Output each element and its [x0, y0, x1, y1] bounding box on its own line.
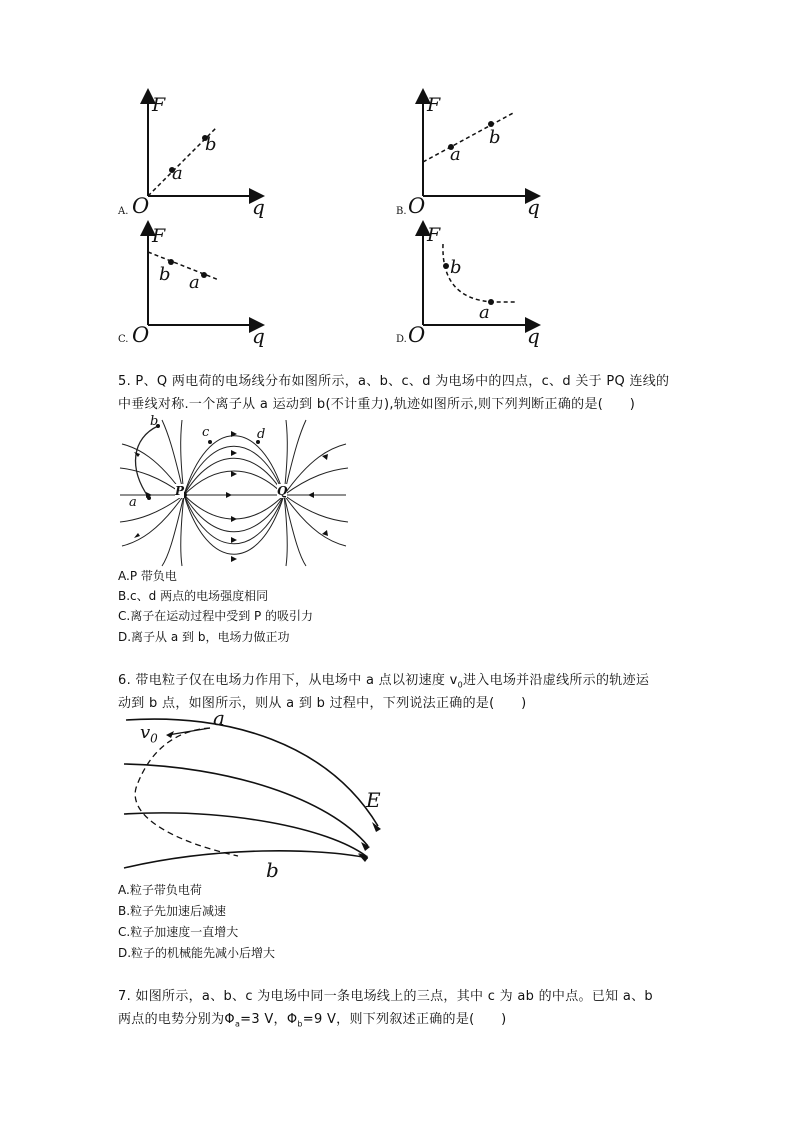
label-e: E [366, 788, 381, 812]
question-5-line-2: 中垂线对称.一个离子从 a 运动到 b(不计重力),轨迹如图所示,则下列判断正确的是( ) [118, 397, 636, 412]
q6-text-post: 进入电场并沿虚线所示的轨迹运 [462, 673, 650, 688]
axis-label-f: F [427, 94, 441, 116]
q7-text-pre: 两点的电势分别为Φ [118, 1012, 235, 1027]
question-7-line-1: 7. 如图所示，a、b、c 为电场中同一条电场线上的三点，其中 c 为 ab 的中点。已知 a、b [118, 989, 653, 1004]
point-a [201, 272, 207, 278]
label-a: a [213, 706, 225, 730]
origin-label: O [132, 323, 150, 347]
graph-option-b [393, 92, 553, 222]
trajectory-svg [118, 708, 398, 886]
graph-option-d [393, 224, 553, 350]
q7-text-mid: =3 V，Φ [240, 1012, 298, 1027]
axis-label-f: F [427, 224, 441, 246]
label-a: a [450, 144, 461, 165]
option-label: D. [396, 334, 407, 345]
question-6-option-d: D.粒子的机械能先减小后增大 [118, 946, 276, 960]
question-6-option-b: B.粒子先加速后减速 [118, 904, 227, 918]
origin-label: O [132, 194, 150, 218]
axis-label-q: q [527, 324, 540, 348]
question-5-option-a: A.P 带负电 [118, 569, 177, 583]
axis-label-q: q [252, 324, 265, 348]
charge-q-label: Q [277, 484, 288, 498]
label-b: b [159, 264, 171, 285]
q7-text-post: =9 V，则下列叙述正确的是( ) [302, 1012, 507, 1027]
graph-line [423, 112, 515, 162]
field-lines-figure [118, 414, 350, 568]
graph-option-c [115, 224, 275, 350]
graph-option-a [115, 92, 275, 222]
label-c: c [202, 425, 210, 440]
origin-label: O [408, 194, 426, 218]
question-5-line-1: 5. P、Q 两电荷的电场线分布如图所示，a、b、c、d 为电场中的四点，c、d 关于 PQ 连线的 [118, 374, 670, 389]
label-b: b [489, 127, 501, 148]
point-b [443, 263, 449, 269]
q7-sub-a: a [234, 1019, 241, 1029]
option-label: B. [396, 206, 407, 217]
question-5-option-b: B.c、d 两点的电场强度相同 [118, 589, 269, 603]
q6-text-pre: 6. 带电粒子仅在电场力作用下，从电场中 a 点以初速度 v [118, 673, 458, 688]
q6-text-sub: 0 [457, 680, 463, 690]
label-b: b [205, 134, 217, 155]
charge-p-label: P [175, 484, 185, 498]
axis-label-q: q [527, 195, 540, 219]
label-d: d [257, 427, 266, 442]
label-b: b [266, 858, 279, 882]
label-b: b [450, 257, 462, 278]
label-v-sub: 0 [150, 731, 158, 746]
option-label: C. [118, 334, 129, 345]
question-7-line-2 [118, 1008, 507, 1036]
question-6-option-a: A.粒子带负电荷 [118, 883, 202, 897]
label-a: a [172, 163, 183, 184]
question-6-line-2: 动到 b 点，如图所示，则从 a 到 b 过程中，下列说法正确的是( ) [118, 696, 527, 711]
field-lines-svg [118, 418, 350, 568]
question-5-option-c: C.离子在运动过程中受到 P 的吸引力 [118, 609, 314, 623]
label-v: v [140, 722, 151, 743]
label-v0 [140, 722, 158, 746]
option-label: A. [118, 206, 129, 217]
q7-sub-b: b [297, 1019, 303, 1029]
label-a: a [479, 302, 490, 323]
axis-label-q: q [252, 195, 265, 219]
origin-label: O [408, 323, 426, 347]
question-6-option-c: C.粒子加速度一直增大 [118, 925, 239, 939]
trajectory-figure [118, 708, 398, 886]
label-b: b [150, 414, 159, 429]
axis-label-f: F [152, 94, 166, 116]
axis-label-f: F [152, 225, 166, 247]
label-a: a [189, 272, 200, 293]
label-a: a [129, 495, 137, 510]
question-5-option-d: D.离子从 a 到 b，电场力做正功 [118, 630, 290, 644]
